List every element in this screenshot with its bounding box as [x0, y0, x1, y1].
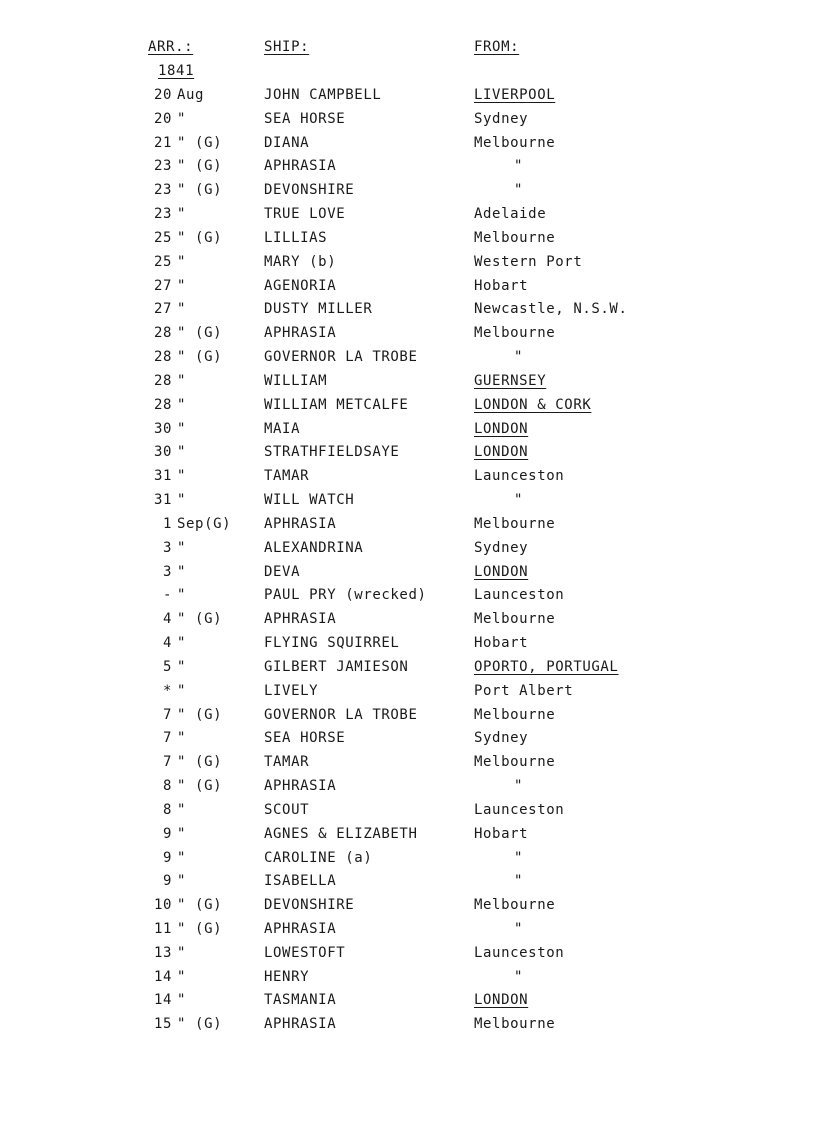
- arrival-row: [0, 633, 816, 657]
- arrival-day: 30: [153, 420, 172, 437]
- arrival-month: " (G): [177, 349, 223, 366]
- arrival-row: [0, 252, 816, 276]
- origin-port: Hobart: [474, 277, 529, 294]
- arrival-row: [0, 848, 816, 872]
- origin-port: Sydney: [474, 539, 529, 556]
- origin-port: Newcastle, N.S.W.: [474, 301, 628, 318]
- arrival-day: 14: [153, 968, 172, 985]
- arrival-day: 9: [162, 873, 172, 890]
- origin-port: Western Port: [474, 253, 583, 270]
- ship-name: DEVONSHIRE: [264, 897, 355, 914]
- arrival-row: [0, 681, 816, 705]
- arrival-row: [0, 156, 816, 180]
- origin-port: Launceston: [474, 944, 565, 961]
- arrival-month: " (G): [177, 158, 223, 175]
- arrival-row: [0, 371, 816, 395]
- arrival-day: 4: [162, 635, 172, 652]
- arrival-month: ": [177, 658, 187, 675]
- arrival-day: 25: [153, 253, 172, 270]
- arrival-day: 27: [153, 301, 172, 318]
- origin-port: Melbourne: [474, 1016, 556, 1033]
- arrival-row: [0, 323, 816, 347]
- origin-port: ": [514, 349, 524, 366]
- arrival-day: 30: [153, 444, 172, 461]
- origin-port: Launceston: [474, 801, 565, 818]
- origin-port: GUERNSEY: [474, 372, 547, 389]
- arrival-day: 21: [153, 134, 172, 151]
- arrival-row: [0, 752, 816, 776]
- arrival-month: ": [177, 301, 187, 318]
- origin-port: Hobart: [474, 825, 529, 842]
- arrival-day: 23: [153, 182, 172, 199]
- arrival-day: 11: [153, 920, 172, 937]
- arrival-month: " (G): [177, 182, 223, 199]
- arrival-month: ": [177, 730, 187, 747]
- column-header-arrival: ARR.:: [148, 39, 194, 55]
- arrival-day: 27: [153, 277, 172, 294]
- arrival-day: 9: [162, 825, 172, 842]
- column-header-from: FROM:: [474, 39, 520, 55]
- origin-port: Melbourne: [474, 515, 556, 532]
- arrival-month: ": [177, 587, 187, 604]
- origin-port: Melbourne: [474, 229, 556, 246]
- ship-name: JOHN CAMPBELL: [264, 87, 382, 103]
- ship-name: HENRY: [264, 968, 310, 985]
- ship-name: CAROLINE (a): [264, 849, 373, 866]
- ship-name: TRUE LOVE: [264, 206, 346, 223]
- arrival-month: ": [177, 682, 187, 699]
- arrival-month: ": [177, 849, 187, 866]
- arrival-month: " (G): [177, 897, 223, 914]
- arrival-month: " (G): [177, 611, 223, 628]
- origin-port: Launceston: [474, 468, 565, 485]
- arrival-month: ": [177, 873, 187, 890]
- arrival-day: 7: [162, 706, 172, 723]
- arrival-row: [0, 919, 816, 943]
- arrival-row: [0, 133, 816, 157]
- arrival-month: ": [177, 396, 187, 413]
- arrival-row: [0, 800, 816, 824]
- arrival-month: " (G): [177, 778, 223, 795]
- origin-port: Melbourne: [474, 706, 556, 723]
- arrival-row: [0, 1014, 816, 1038]
- origin-port: ": [514, 873, 524, 890]
- arrival-month: ": [177, 801, 187, 818]
- arrival-row: [0, 990, 816, 1014]
- arrival-day: 14: [153, 992, 172, 1009]
- arrival-day: *: [162, 682, 172, 699]
- arrival-day: 13: [153, 944, 172, 961]
- arrival-day: 4: [162, 611, 172, 628]
- arrival-month: ": [177, 206, 187, 223]
- arrival-day: 3: [162, 539, 172, 556]
- ship-name: TAMAR: [264, 754, 310, 771]
- ship-name: ISABELLA: [264, 873, 337, 890]
- arrival-row: [0, 657, 816, 681]
- arrival-row: [0, 609, 816, 633]
- ship-name: AGNES & ELIZABETH: [264, 825, 418, 842]
- arrival-month: ": [177, 992, 187, 1009]
- arrival-day: 9: [162, 849, 172, 866]
- arrival-day: 1: [162, 515, 172, 532]
- arrival-month: " (G): [177, 706, 223, 723]
- ship-name: TASMANIA: [264, 992, 337, 1009]
- arrival-row: [0, 109, 816, 133]
- arrival-row: [0, 490, 816, 514]
- origin-port: ": [514, 920, 524, 937]
- arrival-month: " (G): [177, 1016, 223, 1033]
- arrival-row: [0, 967, 816, 991]
- origin-port: Melbourne: [474, 134, 556, 151]
- arrival-day: 31: [153, 468, 172, 485]
- arrival-day: 7: [162, 730, 172, 747]
- origin-port: ": [514, 849, 524, 866]
- ship-name: FLYING SQUIRREL: [264, 635, 400, 652]
- ship-name: LIVELY: [264, 682, 319, 699]
- ship-name: APHRASIA: [264, 1016, 337, 1033]
- ship-name: DEVA: [264, 563, 301, 580]
- ship-name: LILLIAS: [264, 229, 328, 246]
- origin-port: LONDON: [474, 992, 529, 1009]
- arrival-row: [0, 895, 816, 919]
- arrival-month: ": [177, 420, 187, 437]
- arrival-day: 3: [162, 563, 172, 580]
- origin-port: ": [514, 158, 524, 175]
- origin-port: Hobart: [474, 635, 529, 652]
- origin-port: LONDON: [474, 563, 529, 580]
- arrival-row: [0, 347, 816, 371]
- origin-port: Adelaide: [474, 206, 547, 223]
- arrival-row: [0, 419, 816, 443]
- year-heading: 1841: [158, 63, 195, 79]
- arrival-day: 31: [153, 492, 172, 509]
- origin-port: LONDON & CORK: [474, 396, 592, 413]
- arrival-row: [0, 728, 816, 752]
- arrival-row: [0, 180, 816, 204]
- arrival-row: [0, 562, 816, 586]
- arrival-month: ": [177, 563, 187, 580]
- arrival-row: [0, 276, 816, 300]
- ship-name: TAMAR: [264, 468, 310, 485]
- ship-name: APHRASIA: [264, 515, 337, 532]
- arrival-row: [0, 776, 816, 800]
- arrival-month: ": [177, 825, 187, 842]
- arrival-month: ": [177, 468, 187, 485]
- ship-name: GOVERNOR LA TROBE: [264, 349, 418, 366]
- ship-name: MARY (b): [264, 253, 337, 270]
- arrival-row: [0, 442, 816, 466]
- origin-port: Sydney: [474, 110, 529, 127]
- origin-port: ": [514, 182, 524, 199]
- arrival-day: 15: [153, 1016, 172, 1033]
- arrival-month: ": [177, 277, 187, 294]
- ship-name: SEA HORSE: [264, 730, 346, 747]
- ship-name: WILLIAM METCALFE: [264, 396, 409, 413]
- arrival-row: [0, 871, 816, 895]
- arrival-month: ": [177, 253, 187, 270]
- ship-name: WILLIAM: [264, 372, 328, 389]
- arrival-day: 28: [153, 372, 172, 389]
- arrival-day: 23: [153, 158, 172, 175]
- ship-name: APHRASIA: [264, 158, 337, 175]
- arrival-month: ": [177, 372, 187, 389]
- ship-name: DUSTY MILLER: [264, 301, 373, 318]
- arrival-day: 20: [153, 87, 172, 103]
- arrival-month: ": [177, 944, 187, 961]
- origin-port: ": [514, 492, 524, 509]
- origin-port: Sydney: [474, 730, 529, 747]
- arrival-day: 8: [162, 778, 172, 795]
- arrival-month: " (G): [177, 754, 223, 771]
- arrival-day: 28: [153, 325, 172, 342]
- column-header-ship: SHIP:: [264, 39, 310, 55]
- ship-name: PAUL PRY (wrecked): [264, 587, 427, 604]
- arrival-day: 23: [153, 206, 172, 223]
- arrival-row: [0, 204, 816, 228]
- origin-port: LONDON: [474, 444, 529, 461]
- origin-port: Melbourne: [474, 611, 556, 628]
- arrival-month: ": [177, 492, 187, 509]
- ship-name: GOVERNOR LA TROBE: [264, 706, 418, 723]
- ship-name: MAIA: [264, 420, 301, 437]
- ship-name: GILBERT JAMIESON: [264, 658, 409, 675]
- arrival-month: " (G): [177, 134, 223, 151]
- ship-name: SCOUT: [264, 801, 310, 818]
- origin-port: Port Albert: [474, 682, 574, 699]
- origin-port: Launceston: [474, 587, 565, 604]
- ship-name: AGENORIA: [264, 277, 337, 294]
- origin-port: Melbourne: [474, 897, 556, 914]
- arrival-month: " (G): [177, 920, 223, 937]
- origin-port: OPORTO, PORTUGAL: [474, 658, 619, 675]
- arrival-day: 28: [153, 349, 172, 366]
- arrival-row: [0, 538, 816, 562]
- arrival-month: " (G): [177, 325, 223, 342]
- arrival-row: [0, 299, 816, 323]
- ship-name: APHRASIA: [264, 778, 337, 795]
- ship-name: APHRASIA: [264, 611, 337, 628]
- origin-port: LIVERPOOL: [474, 87, 556, 103]
- ship-name: APHRASIA: [264, 325, 337, 342]
- arrival-day: 7: [162, 754, 172, 771]
- arrival-row: [0, 705, 816, 729]
- origin-port: Melbourne: [474, 325, 556, 342]
- origin-port: LONDON: [474, 420, 529, 437]
- arrival-day: 10: [153, 897, 172, 914]
- arrival-day: -: [162, 587, 172, 604]
- arrival-month: ": [177, 444, 187, 461]
- ship-name: LOWESTOFT: [264, 944, 346, 961]
- arrival-day: 5: [162, 658, 172, 675]
- arrival-month: ": [177, 635, 187, 652]
- arrival-day: 8: [162, 801, 172, 818]
- arrival-row: [0, 85, 816, 109]
- arrival-day: 20: [153, 110, 172, 127]
- origin-port: Melbourne: [474, 754, 556, 771]
- origin-port: ": [514, 968, 524, 985]
- arrival-row: [0, 585, 816, 609]
- ship-name: DIANA: [264, 134, 310, 151]
- origin-port: ": [514, 778, 524, 795]
- ship-name: DEVONSHIRE: [264, 182, 355, 199]
- arrival-row: [0, 466, 816, 490]
- arrival-row: [0, 395, 816, 419]
- arrival-row: [0, 228, 816, 252]
- arrival-row: [0, 824, 816, 848]
- arrivals-list: [0, 85, 816, 1038]
- arrival-row: [0, 943, 816, 967]
- arrival-day: 25: [153, 229, 172, 246]
- ship-name: STRATHFIELDSAYE: [264, 444, 400, 461]
- ship-name: WILL WATCH: [264, 492, 355, 509]
- arrival-month: ": [177, 968, 187, 985]
- ship-name: APHRASIA: [264, 920, 337, 937]
- arrival-month: " (G): [177, 229, 223, 246]
- arrival-month: ": [177, 539, 187, 556]
- arrival-day: 28: [153, 396, 172, 413]
- ship-name: ALEXANDRINA: [264, 539, 364, 556]
- arrival-row: [0, 514, 816, 538]
- arrival-month: Aug: [177, 87, 205, 103]
- arrival-month: Sep(G): [177, 515, 232, 532]
- ship-name: SEA HORSE: [264, 110, 346, 127]
- arrival-month: ": [177, 110, 187, 127]
